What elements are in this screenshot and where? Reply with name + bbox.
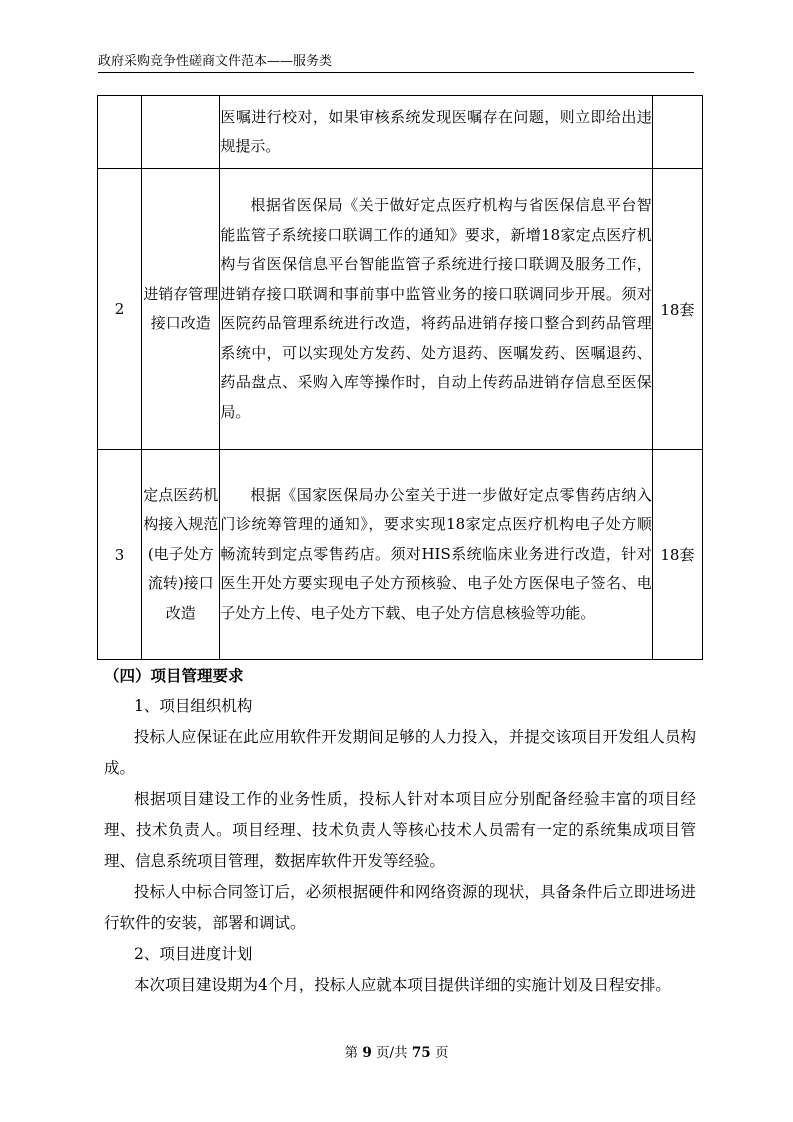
row-content xyxy=(220,169,652,450)
page-total: 75 xyxy=(411,1045,431,1061)
body-text xyxy=(104,660,696,1001)
row-quantity: 18套 xyxy=(652,450,702,660)
footer-suffix: 页 xyxy=(434,1045,449,1061)
row-number: 2 xyxy=(98,169,142,450)
paragraph: 本次项目建设期为4个月，投标人应就本项目提供详细的实施计划及日程安排。 xyxy=(134,976,671,994)
header-rule xyxy=(98,72,694,73)
row-name: 定点医药机构接入规范(电子处方流转)接口改造 xyxy=(142,450,220,660)
page-header: 政府采购竞争性磋商文件范本——服务类 xyxy=(98,54,333,69)
paragraph: 投标人中标合同签订后，必须根据硬件和网络资源的现状，具备条件后立即进场进行软件的安装，部署和调试。 xyxy=(104,883,696,932)
page-number: 9 xyxy=(362,1045,372,1061)
row-content-text: 医嘱进行校对，如果审核系统发现医嘱存在问题，则立即给出违规提示。 xyxy=(220,107,652,155)
row-content-text: 根据《国家医保局办公室关于进一步做好定点零售药店纳入门诊统筹管理的通知》，要求实现18家定点医疗机构电子处方顺畅流转到定点零售药店。须对HIS系统临床业务进行改造，针对医生开处方要实现电子处方预核验、电子处方医保电子签名、电子处方上传、电子处方下载、电子处方信息核验等功能。 xyxy=(220,485,652,622)
page-footer xyxy=(0,1041,793,1061)
footer-prefix: 第 xyxy=(344,1045,359,1061)
row-number: 3 xyxy=(98,450,142,660)
table-row xyxy=(98,169,703,450)
subsection-heading: 2、项目进度计划 xyxy=(134,945,253,963)
row-content xyxy=(220,96,652,169)
paragraph: 根据项目建设工作的业务性质，投标人针对本项目应分别配备经验丰富的项目经理、技术负责人。项目经理、技术负责人等核心技术人员需有一定的系统集成项目管理、信息系统项目管理，数据库软件开发等经验。 xyxy=(104,790,696,870)
section-heading: （四）项目管理要求 xyxy=(104,666,244,685)
row-content-text: 根据省医保局《关于做好定点医疗机构与省医保信息平台智能监管子系统接口联调工作的通知》要求，新增18家定点医疗机构与省医保信息平台智能监管子系统进行接口联调及服务工作，进销存接口联调和事前事中监管业务的接口联调同步开展。须对医院药品管理系统进行改造，将药品进销存接口整合到药品管理系统中，可以实现处方发药、处方退药、医嘱发药、医嘱退药、药品盘点、采购入库等操作时，自动上传药品进销存信息至医保局。 xyxy=(220,196,652,421)
footer-middle: 页/共 xyxy=(376,1045,408,1061)
row-name xyxy=(142,96,220,169)
paragraph: 投标人应保证在此应用软件开发期间足够的人力投入，并提交该项目开发组人员构成。 xyxy=(104,728,696,777)
subsection-heading: 1、项目组织机构 xyxy=(134,697,253,715)
table-row xyxy=(98,450,703,660)
row-number xyxy=(98,96,142,169)
requirements-table xyxy=(97,95,703,660)
row-content xyxy=(220,450,652,660)
row-quantity: 18套 xyxy=(652,169,702,450)
table-row xyxy=(98,96,703,169)
row-name: 进销存管理接口改造 xyxy=(142,169,220,450)
row-quantity xyxy=(652,96,702,169)
